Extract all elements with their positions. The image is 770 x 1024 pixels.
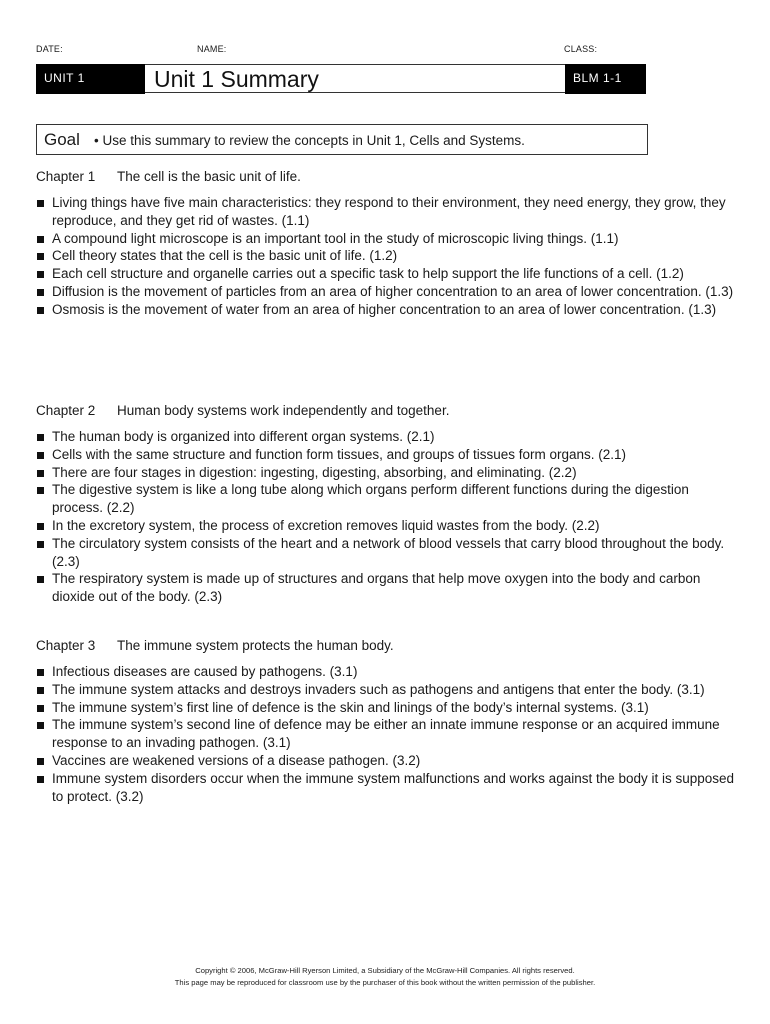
date-field-label: DATE:	[36, 44, 63, 54]
point-text: The respiratory system is made up of structures and organs that help move oxygen into the body and carbon dioxide out of the body. (2.3)	[52, 571, 701, 605]
list-item	[36, 663, 736, 681]
point-text: There are four stages in digestion: ingesting, digesting, absorbing, and eliminating. (2.2)	[52, 464, 577, 480]
square-bullet-icon	[37, 758, 44, 765]
chapter-heading	[36, 637, 736, 655]
square-bullet-icon	[37, 687, 44, 694]
point-text: Vaccines are weakened versions of a disease pathogen. (3.2)	[52, 752, 421, 768]
point-text: The immune system attacks and destroys invaders such as pathogens and antigens that enter the body. (3.1)	[52, 681, 705, 697]
square-bullet-icon	[37, 705, 44, 712]
chapter-heading	[36, 402, 736, 420]
unit-tab: UNIT 1	[36, 64, 145, 94]
point-text: Osmosis is the movement of water from an area of higher concentration to an area of lower concentration. (1.3)	[52, 301, 717, 317]
square-bullet-icon	[37, 722, 44, 729]
square-bullet-icon	[37, 452, 44, 459]
list-item	[36, 517, 736, 535]
point-text: Diffusion is the movement of particles from an area of higher concentration to an area of lower concentration. (1.3)	[52, 283, 734, 299]
list-item	[36, 446, 736, 464]
blm-tab: BLM 1-1	[565, 64, 646, 94]
square-bullet-icon	[37, 523, 44, 530]
class-field-label: CLASS:	[564, 44, 598, 54]
goal-text: • Use this summary to review the concepts in Unit 1, Cells and Systems.	[94, 133, 525, 148]
chapter-title: The cell is the basic unit of life.	[117, 169, 301, 184]
name-field-label: NAME:	[197, 44, 227, 54]
point-text: The human body is organized into different organ systems. (2.1)	[52, 429, 435, 444]
point-text: Each cell structure and organelle carries out a specific task to help support the life functions of a cell. (1.2)	[52, 266, 684, 282]
chapter-1-section	[36, 168, 736, 319]
list-item	[36, 301, 736, 319]
square-bullet-icon	[37, 200, 44, 207]
square-bullet-icon	[37, 487, 44, 494]
point-text: Cells with the same structure and function form tissues, and groups of tissues form organs. (2.1)	[52, 446, 627, 462]
list-item	[36, 230, 736, 248]
chapter-points	[36, 663, 736, 805]
list-item	[36, 194, 736, 230]
point-text: The immune system’s second line of defence may be either an innate immune response or an acquired immune response to an invading pathogen. (3.1)	[52, 717, 720, 751]
list-item	[36, 770, 736, 806]
square-bullet-icon	[37, 271, 44, 278]
chapter-points	[36, 428, 736, 606]
point-text: Infectious diseases are caused by pathogens. (3.1)	[52, 664, 358, 679]
square-bullet-icon	[37, 253, 44, 260]
chapter-number: Chapter 2	[36, 403, 96, 418]
point-text: In the excretory system, the process of excretion removes liquid wastes from the body. (2.2)	[52, 517, 600, 533]
chapter-3-section	[36, 637, 736, 805]
list-item	[36, 265, 736, 283]
student-info-fields	[36, 44, 736, 58]
list-item	[36, 247, 736, 265]
list-item	[36, 283, 736, 301]
chapter-title: The immune system protects the human body.	[117, 638, 394, 653]
goal-box	[36, 124, 648, 155]
chapter-2-section	[36, 402, 736, 606]
square-bullet-icon	[37, 776, 44, 783]
chapter-heading	[36, 168, 736, 186]
list-item	[36, 716, 736, 752]
list-item	[36, 535, 736, 571]
point-text: The immune system’s first line of defence is the skin and linings of the body’s internal systems. (3.1)	[52, 699, 649, 715]
page-title: Unit 1 Summary	[154, 66, 319, 92]
square-bullet-icon	[37, 307, 44, 314]
square-bullet-icon	[37, 434, 44, 441]
list-item	[36, 570, 736, 606]
list-item	[36, 699, 736, 717]
square-bullet-icon	[37, 289, 44, 296]
square-bullet-icon	[37, 470, 44, 477]
list-item	[36, 481, 736, 517]
point-text: The digestive system is like a long tube along which organs perform different functions during the digestion process. (2.2)	[52, 482, 689, 516]
square-bullet-icon	[37, 669, 44, 676]
list-item	[36, 681, 736, 699]
list-item	[36, 428, 736, 446]
reproduction-notice: This page may be reproduced for classroom use by the purchaser of this book without the written permission of the publisher.	[174, 978, 596, 987]
point-text: A compound light microscope is an important tool in the study of microscopic living things. (1.1)	[52, 230, 619, 246]
square-bullet-icon	[37, 541, 44, 548]
square-bullet-icon	[37, 576, 44, 583]
square-bullet-icon	[37, 236, 44, 243]
copyright-line: Copyright © 2006, McGraw-Hill Ryerson Limited, a Subsidiary of the McGraw-Hill Companies. All rights reserved.	[195, 966, 575, 975]
point-text: Cell theory states that the cell is the basic unit of life. (1.2)	[52, 248, 398, 264]
chapter-points	[36, 194, 736, 319]
copyright-footer	[0, 965, 770, 989]
goal-label: Goal	[44, 130, 80, 149]
list-item	[36, 464, 736, 482]
page-header	[36, 64, 646, 93]
chapter-number: Chapter 3	[36, 638, 96, 653]
point-text: Living things have five main characteristics: they respond to their environment, they need energy, they grow, they reproduce, and they get rid of wastes. (1.1)	[52, 195, 726, 228]
list-item	[36, 752, 736, 770]
point-text: The circulatory system consists of the heart and a network of blood vessels that carry blood throughout the body. (2.3)	[52, 535, 725, 569]
chapter-title: Human body systems work independently and together.	[117, 403, 450, 418]
point-text: Immune system disorders occur when the immune system malfunctions and works against the body it is supposed to protect. (3.2)	[52, 770, 735, 804]
chapter-number: Chapter 1	[36, 169, 96, 184]
